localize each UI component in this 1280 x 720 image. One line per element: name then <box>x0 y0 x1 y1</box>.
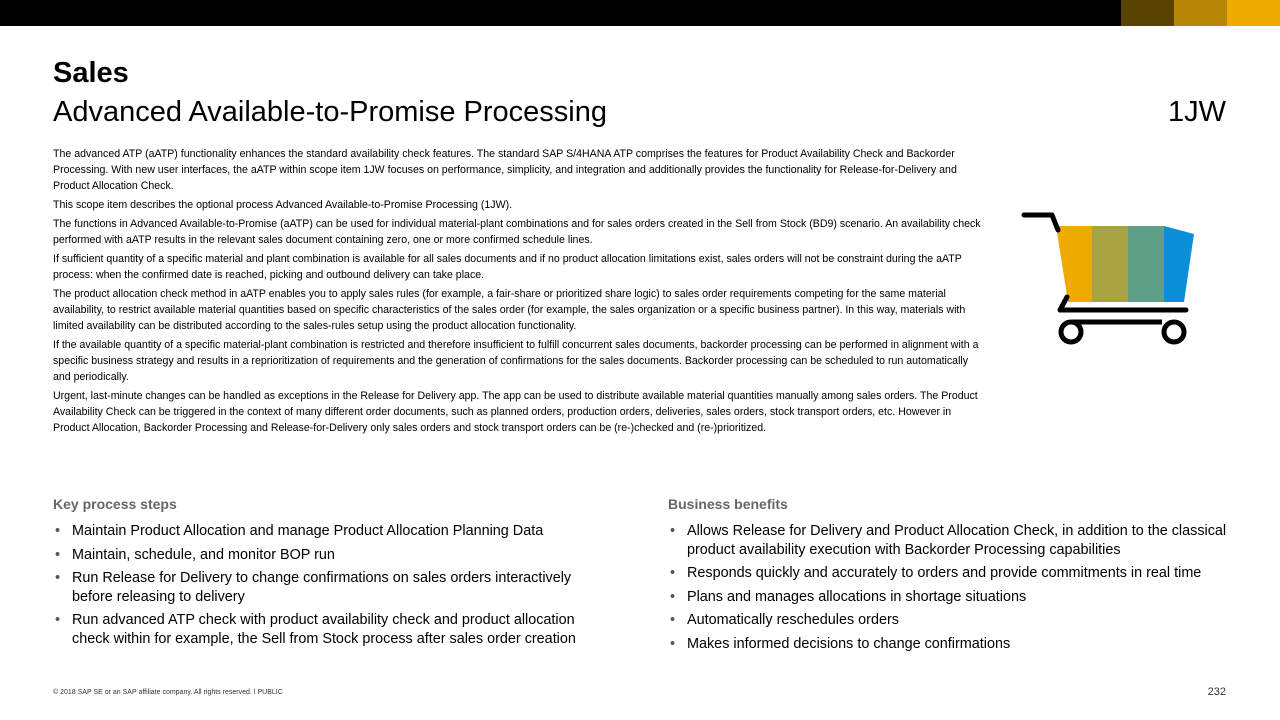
business-benefits-list <box>668 522 1233 658</box>
benefit-item: • Makes informed decisions to change confirmations <box>668 635 1233 654</box>
color-swatch-1 <box>1121 0 1174 26</box>
page-number: 232 <box>1207 686 1226 698</box>
key-process-item: • Run advanced ATP check with product availability check and product allocation check within for example, the Sell from Stock process after sales order creation <box>53 611 613 648</box>
cart-wheel-right <box>1164 322 1184 342</box>
benefit-item: • Plans and manages allocations in shortage situations <box>668 588 1233 607</box>
benefit-item: • Allows Release for Delivery and Product Allocation Check, in addition to the classical product availability execution with Backorder Processing capabilities <box>668 522 1233 559</box>
page-title: Advanced Available-to-Promise Processing <box>53 96 607 128</box>
description-paragraph: The product allocation check method in aATP enables you to apply sales rules (for example, a fair-share or prioritized share logic) to sales order requirements competing for the same material availability, to restrict available material quantities based on specific characteristics of the sales order (for example, the sales organization or a specific business partner). In this way, materials with limited availability can be distributed according to the sales-rules setup using the product allocation functionality. <box>53 288 966 333</box>
description-paragraph: This scope item describes the optional process Advanced Available-to-Promise Processing (1JW). <box>53 199 513 212</box>
description <box>53 147 988 440</box>
shopping-cart-icon <box>1018 206 1198 351</box>
cart-segment-1 <box>1056 226 1092 302</box>
copyright-footer: © 2018 SAP SE or an SAP affiliate company. All rights reserved. ǀ PUBLIC <box>53 689 283 696</box>
top-bar <box>0 0 1280 26</box>
cart-segment-4 <box>1164 226 1194 302</box>
cart-segment-2 <box>1092 226 1128 302</box>
description-paragraph: The advanced ATP (aATP) functionality enhances the standard availability check features. The standard SAP S/4HANA ATP comprises the features for Product Availability Check and Backorder Processing. With new user interfaces, the aATP within scope item 1JW focuses on performance, simplicity, and integration and additionally provides the functionality for Release-for-Delivery and Product Allocation Check. <box>53 148 957 192</box>
category-title: Sales <box>53 57 129 89</box>
color-swatch-3 <box>1227 0 1280 26</box>
cart-wheel-left <box>1061 322 1081 342</box>
scope-id: 1JW <box>1168 96 1226 128</box>
description-paragraph: The functions in Advanced Available-to-Promise (aATP) can be used for individual material-plant combinations and for sales orders created in the Sell from Stock (BD9) scenario. An availability check performed with aATP results in the relevant sales document containing zero, one or more confirmed schedule lines. <box>53 218 981 247</box>
color-swatch-2 <box>1174 0 1227 26</box>
benefit-item: • Automatically reschedules orders <box>668 611 1233 630</box>
business-benefits-heading: Business benefits <box>668 496 788 512</box>
key-process-item: • Run Release for Delivery to change confirmations on sales orders interactively before releasing to delivery <box>53 569 613 606</box>
key-process-heading: Key process steps <box>53 496 177 512</box>
key-process-item: • Maintain Product Allocation and manage Product Allocation Planning Data <box>53 522 613 541</box>
benefit-item: • Responds quickly and accurately to orders and provide commitments in real time <box>668 564 1233 583</box>
description-paragraph: If the available quantity of a specific material-plant combination is restricted and therefore insufficient to fulfill concurrent sales documents, backorder processing can be performed in alignment with a specific business strategy and results in a reprioritization of requirements and the generation of confirmations for the sales documents. Backorder processing can be scheduled to run automatically and periodically. <box>53 339 979 384</box>
cart-handle <box>1024 215 1058 230</box>
description-paragraph: If sufficient quantity of a specific material and plant combination is available for all sales documents and if no product allocation limitations exist, sales orders will not be constraint during the aATP process: when the confirmed date is reached, picking and outbound delivery can take place. <box>53 253 962 282</box>
cart-segment-3 <box>1128 226 1164 302</box>
key-process-item: • Maintain, schedule, and monitor BOP run <box>53 546 613 565</box>
key-process-list <box>53 522 613 653</box>
description-paragraph: Urgent, last-minute changes can be handled as exceptions in the Release for Delivery app. The app can be used to distribute available material quantities manually among sales orders. The Product Availability Check can be triggered in the context of many different order documents, such as planned orders, production orders, deliveries, sales orders, stock transport orders, etc. However in Product Allocation, Backorder Processing and Release-for-Delivery only sales orders and stock transport orders can be (re-)checked and (re-)prioritized. <box>53 390 978 435</box>
